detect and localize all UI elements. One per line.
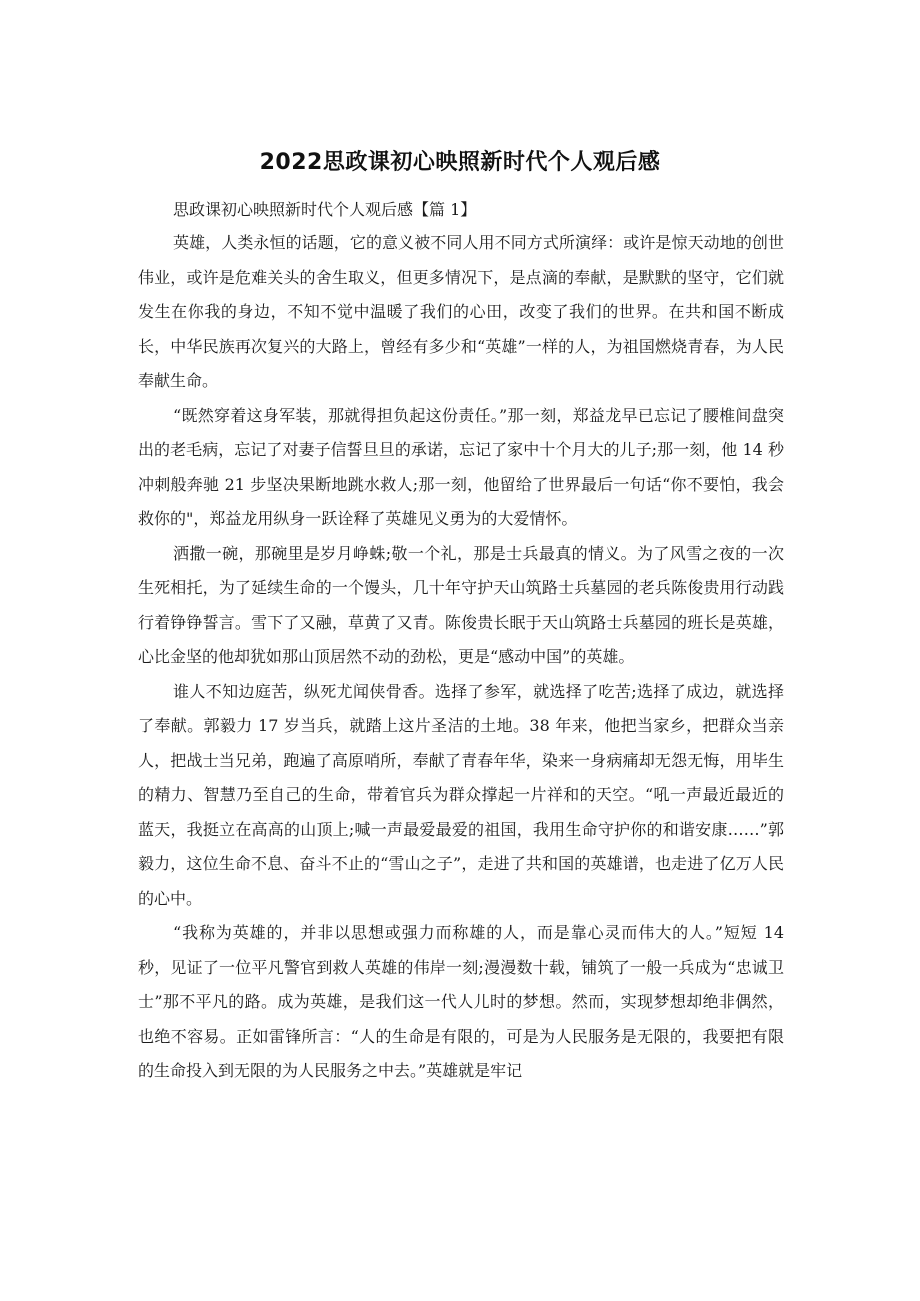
paragraph-4: 谁人不知边庭苦，纵死尤闻侠骨香。选择了参军，就选择了吃苦;选择了成边，就选择了奉献。郭毅力 17 岁当兵，就踏上这片圣洁的土地。38 年来，他把当家乡，把群众当亲人，把战士当兄弟，跑遍了高原哨所，奉献了青春年华，染来一身病痛却无怨无悔，用毕生的精力、智慧乃至自己的生命，带着官兵为群众撑起一片祥和的天空。“吼一声最近最近的蓝天，我挺立在高高的山顶上;喊一声最爱最爱的祖国，我用生命守护你的和谐安康……”郭毅力，这位生命不息、奋斗不止的“雪山之子”，走进了共和国的英雄谱，也走进了亿万人民的心中。	[138, 681, 784, 908]
paragraph-2: “既然穿着这身军装，那就得担负起这份责任。”那一刻，郑益龙早已忘记了腰椎间盘突出的老毛病，忘记了对妻子信誓旦旦的承诺，忘记了家中十个月大的儿子;那一刻，他 14 秒冲刺般奔驰 21 步坚决果断地跳水救人;那一刻，他留给了世界最后一句话“你不要怕，我会救你的"，郑益龙用纵身一跃诠释了英雄见义勇为的大爱情怀。	[138, 405, 784, 528]
section-heading: 思政课初心映照新时代个人观后感【篇 1】	[173, 200, 477, 219]
document-title: 2022思政课初心映照新时代个人观后感	[259, 150, 661, 175]
paragraph-3: 洒撒一碗，那碗里是岁月峥蛛;敬一个礼，那是士兵最真的情义。为了风雪之夜的一次生死相托，为了延续生命的一个馒头，几十年守护天山筑路士兵墓园的老兵陈俊贵用行动践行着铮铮誓言。雪下了又融，草黄了又青。陈俊贵长眠于天山筑路士兵墓园的班长是英雄，心比金坚的他却犹如那山顶居然不动的劲松，更是“感动中国”的英雄。	[138, 543, 784, 666]
paragraph-1: 英雄，人类永恒的话题，它的意义被不同人用不同方式所演绎：或许是惊天动地的创世伟业，或许是危难关头的舍生取义，但更多情况下，是点滴的奉献，是默默的坚守，它们就发生在你我的身边，不知不觉中温暖了我们的心田，改变了我们的世界。在共和国不断成长，中华民族再次复兴的大路上，曾经有多少和“英雄”一样的人，为祖国燃烧青春，为人民奉献生命。	[138, 233, 784, 390]
document-body	[138, 193, 784, 1089]
paragraph-5: “我称为英雄的，并非以思想或强力而称雄的人，而是靠心灵而伟大的人。”短短 14 秒，见证了一位平凡警官到救人英雄的伟岸一刻;漫漫数十载，铺筑了一般一兵成为“忠诚卫士”那不平凡的路。成为英雄，是我们这一代人儿时的梦想。然而，实现梦想却绝非偶然，也绝不容易。正如雷锋所言：“人的生命是有限的，可是为人民服务是无限的，我要把有限的生命投入到无限的为人民服务之中去。”英雄就是牢记	[138, 923, 784, 1080]
